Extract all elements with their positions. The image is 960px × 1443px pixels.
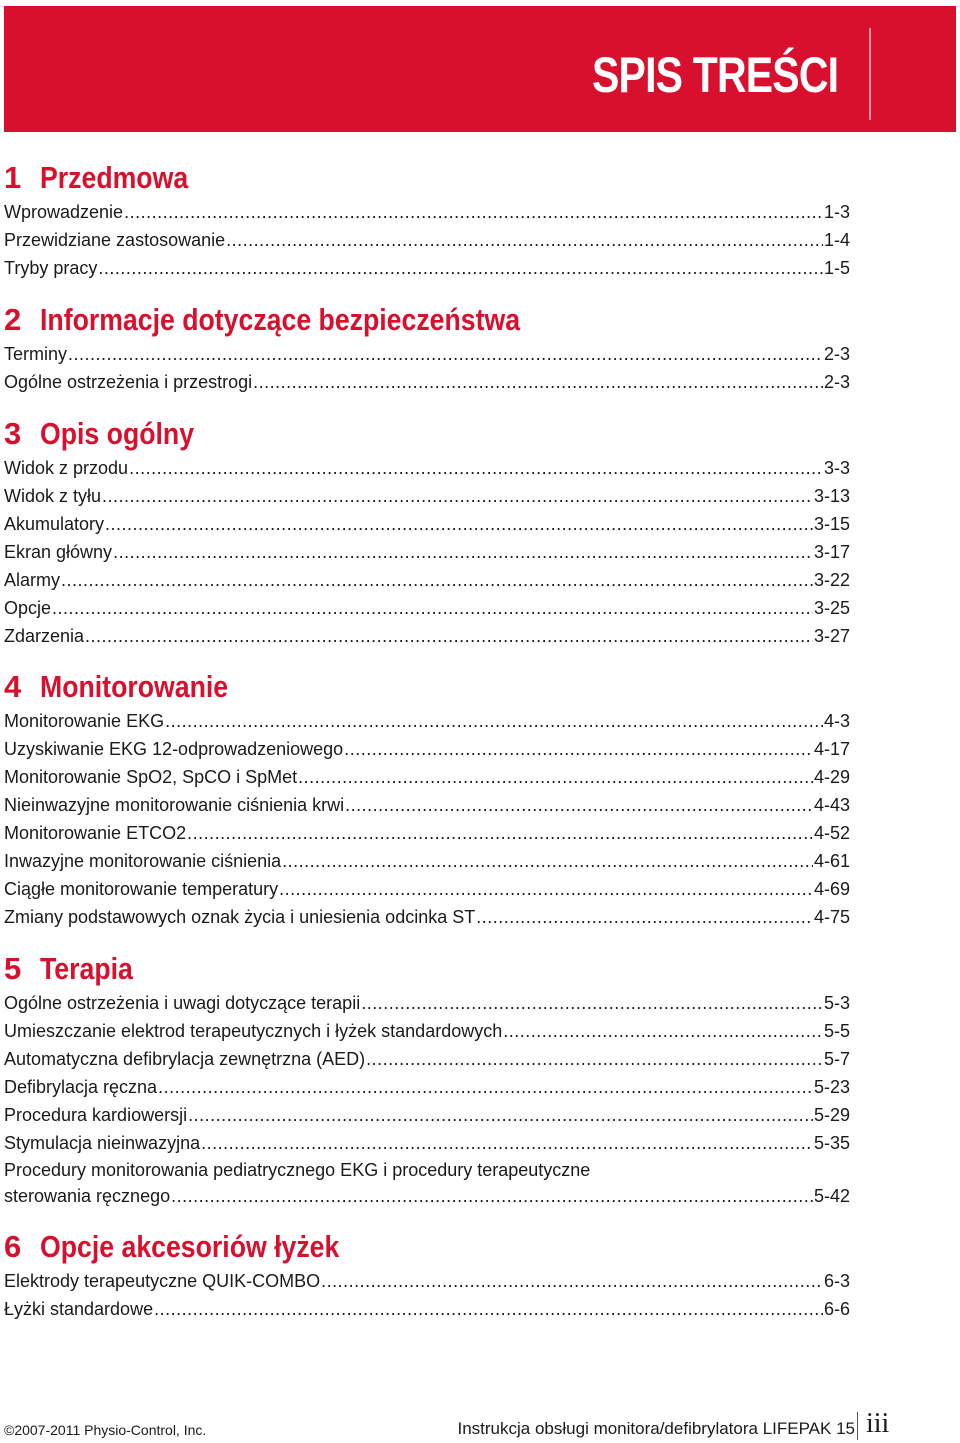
dot-leader xyxy=(165,707,823,735)
toc-entry[interactable] xyxy=(4,368,850,396)
footer-copyright: ©2007-2011 Physio-Control, Inc. xyxy=(4,1422,207,1438)
entry-label: Procedury monitorowania pediatrycznego EKG i procedury terapeutyczne xyxy=(4,1160,591,1180)
entry-label: Zdarzenia xyxy=(4,626,85,646)
section-title: Przedmowa xyxy=(40,160,189,195)
section-number: 4 xyxy=(4,669,22,704)
entry-page: 4-3 xyxy=(823,711,850,731)
dot-leader xyxy=(68,340,823,368)
entry-page: 4-43 xyxy=(813,795,850,815)
dot-leader xyxy=(279,875,813,903)
section-number: 6 xyxy=(4,1229,22,1264)
toc-section-1 xyxy=(4,158,850,282)
toc-section-6 xyxy=(4,1227,850,1323)
entry-page: 5-42 xyxy=(813,1186,850,1206)
dot-leader xyxy=(226,226,823,254)
section-title: Monitorowanie xyxy=(40,669,229,704)
section-title: Opcje akcesoriów łyżek xyxy=(40,1229,340,1264)
entry-label: Inwazyjne monitorowanie ciśnienia xyxy=(4,851,282,871)
toc-entry[interactable] xyxy=(4,226,850,254)
entry-page: 1-5 xyxy=(823,258,850,278)
dot-leader xyxy=(503,1017,823,1045)
entry-page: 3-27 xyxy=(813,626,850,646)
entry-page: 5-7 xyxy=(823,1049,850,1069)
toc-section-4 xyxy=(4,667,850,931)
toc-entry[interactable] xyxy=(4,903,850,931)
toc-entry[interactable] xyxy=(4,482,850,510)
toc-entry[interactable] xyxy=(4,707,850,735)
entry-page: 6-6 xyxy=(823,1299,850,1319)
footer-manual-title: Instrukcja obsługi monitora/defibrylatora LIFEPAK 15 xyxy=(457,1419,855,1438)
dot-leader xyxy=(154,1295,823,1323)
entry-label: Defibrylacja ręczna xyxy=(4,1077,158,1097)
dot-leader xyxy=(188,1101,813,1129)
entry-page: 3-25 xyxy=(813,598,850,618)
entry-label: Stymulacja nieinwazyjna xyxy=(4,1133,201,1153)
entry-page: 3-22 xyxy=(813,570,850,590)
dot-leader xyxy=(344,735,813,763)
dot-leader xyxy=(102,482,813,510)
toc-entry[interactable] xyxy=(4,254,850,282)
entry-label: Akumulatory xyxy=(4,514,105,534)
section-number: 3 xyxy=(4,416,22,451)
section-number: 1 xyxy=(4,160,22,195)
toc-entry[interactable] xyxy=(4,1129,850,1157)
entry-page: 6-3 xyxy=(823,1271,850,1291)
entry-label: Opcje xyxy=(4,598,52,618)
entry-label: Monitorowanie ETCO2 xyxy=(4,823,187,843)
page-title: SPIS TREŚCI xyxy=(591,47,838,103)
section-title: Informacje dotyczące bezpieczeństwa xyxy=(40,302,521,337)
entry-page: 4-29 xyxy=(813,767,850,787)
entry-page: 1-4 xyxy=(823,230,850,250)
entry-label: Monitorowanie EKG xyxy=(4,711,165,731)
dot-leader xyxy=(113,538,813,566)
entry-page: 3-13 xyxy=(813,486,850,506)
dot-leader xyxy=(124,198,823,226)
toc-entry[interactable] xyxy=(4,791,850,819)
footer-divider xyxy=(857,1412,858,1440)
entry-label: Procedura kardiowersji xyxy=(4,1105,188,1125)
toc-entry[interactable] xyxy=(4,847,850,875)
toc-entry[interactable] xyxy=(4,454,850,482)
entry-page: 4-75 xyxy=(813,907,850,927)
entry-page: 4-61 xyxy=(813,851,850,871)
section-heading xyxy=(4,414,850,454)
entry-label: Alarmy xyxy=(4,570,61,590)
toc-entry[interactable] xyxy=(4,763,850,791)
toc-entry[interactable] xyxy=(4,819,850,847)
dot-leader xyxy=(187,819,813,847)
dot-leader xyxy=(321,1267,823,1295)
entry-label: Automatyczna defibrylacja zewnętrzna (AED) xyxy=(4,1049,366,1069)
entry-label: Tryby pracy xyxy=(4,258,98,278)
entry-page: 3-3 xyxy=(823,458,850,478)
toc-entry[interactable] xyxy=(4,989,850,1017)
section-heading xyxy=(4,158,850,198)
section-title: Opis ogólny xyxy=(40,416,195,451)
entry-page: 2-3 xyxy=(823,372,850,392)
dot-leader xyxy=(129,454,823,482)
section-heading xyxy=(4,300,850,340)
toc-entry[interactable] xyxy=(4,1073,850,1101)
section-title: Terapia xyxy=(40,951,133,986)
entry-label: Wprowadzenie xyxy=(4,202,124,222)
dot-leader xyxy=(298,763,813,791)
section-heading xyxy=(4,949,850,989)
toc-entry[interactable] xyxy=(4,875,850,903)
toc-entry[interactable] xyxy=(4,1045,850,1073)
dot-leader xyxy=(361,989,823,1017)
toc-entry[interactable] xyxy=(4,594,850,622)
entry-label: Ekran główny xyxy=(4,542,113,562)
entry-page: 3-15 xyxy=(813,514,850,534)
banner-divider xyxy=(869,28,871,120)
toc-entry[interactable] xyxy=(4,510,850,538)
dot-leader xyxy=(52,594,813,622)
entry-page: 4-52 xyxy=(813,823,850,843)
header-banner xyxy=(4,6,956,132)
entry-page: 4-17 xyxy=(813,739,850,759)
entry-label: Uzyskiwanie EKG 12-odprowadzeniowego xyxy=(4,739,344,759)
dot-leader xyxy=(253,368,823,396)
entry-label: Przewidziane zastosowanie xyxy=(4,230,226,250)
dot-leader xyxy=(476,903,813,931)
entry-page: 2-3 xyxy=(823,344,850,364)
toc-entry[interactable] xyxy=(4,1295,850,1323)
entry-label: Monitorowanie SpO2, SpCO i SpMet xyxy=(4,767,298,787)
dot-leader xyxy=(201,1129,813,1157)
toc-entry[interactable] xyxy=(4,1101,850,1129)
toc-entry[interactable] xyxy=(4,1017,850,1045)
dot-leader xyxy=(345,791,813,819)
toc-entry[interactable] xyxy=(4,735,850,763)
toc-entry[interactable] xyxy=(4,538,850,566)
entry-label: Nieinwazyjne monitorowanie ciśnienia krwi xyxy=(4,795,345,815)
entry-page: 5-5 xyxy=(823,1021,850,1041)
toc-section-5 xyxy=(4,949,850,1209)
toc-entry[interactable] xyxy=(4,1267,850,1295)
entry-label: Ciągłe monitorowanie temperatury xyxy=(4,879,279,899)
entry-label: Terminy xyxy=(4,344,68,364)
entry-page: 5-29 xyxy=(813,1105,850,1125)
dot-leader xyxy=(98,254,823,282)
entry-label: Łyżki standardowe xyxy=(4,1299,154,1319)
toc-section-3 xyxy=(4,414,850,650)
entry-label: Widok z tyłu xyxy=(4,486,102,506)
toc-entry[interactable] xyxy=(4,198,850,226)
entry-page: 5-3 xyxy=(823,993,850,1013)
dot-leader xyxy=(158,1073,813,1101)
section-number: 5 xyxy=(4,951,22,986)
entry-label: Ogólne ostrzeżenia i przestrogi xyxy=(4,372,253,392)
entry-label: Elektrody terapeutyczne QUIK-COMBO xyxy=(4,1271,321,1291)
entry-page: 1-3 xyxy=(823,202,850,222)
toc-entry[interactable] xyxy=(4,1157,850,1209)
section-heading xyxy=(4,1227,850,1267)
toc-entry[interactable] xyxy=(4,622,850,650)
entry-label: Umieszczanie elektrod terapeutycznych i łyżek standardowych xyxy=(4,1021,503,1041)
toc-entry[interactable] xyxy=(4,566,850,594)
dot-leader xyxy=(105,510,813,538)
dot-leader xyxy=(282,847,813,875)
dot-leader xyxy=(61,566,813,594)
toc-entry[interactable] xyxy=(4,340,850,368)
footer-page-number: iii xyxy=(866,1408,890,1439)
entry-label: Widok z przodu xyxy=(4,458,129,478)
entry-page: 4-69 xyxy=(813,879,850,899)
dot-leader xyxy=(171,1183,813,1209)
dot-leader xyxy=(85,622,813,650)
toc-section-2 xyxy=(4,300,850,396)
entry-label: Ogólne ostrzeżenia i uwagi dotyczące terapii xyxy=(4,993,361,1013)
entry-label: Zmiany podstawowych oznak życia i uniesienia odcinka ST xyxy=(4,907,476,927)
section-heading xyxy=(4,667,850,707)
entry-label-continued: sterowania ręcznego xyxy=(4,1186,171,1206)
entry-page: 3-17 xyxy=(813,542,850,562)
entry-page: 5-23 xyxy=(813,1077,850,1097)
dot-leader xyxy=(366,1045,823,1073)
section-number: 2 xyxy=(4,302,22,337)
entry-page: 5-35 xyxy=(813,1133,850,1153)
